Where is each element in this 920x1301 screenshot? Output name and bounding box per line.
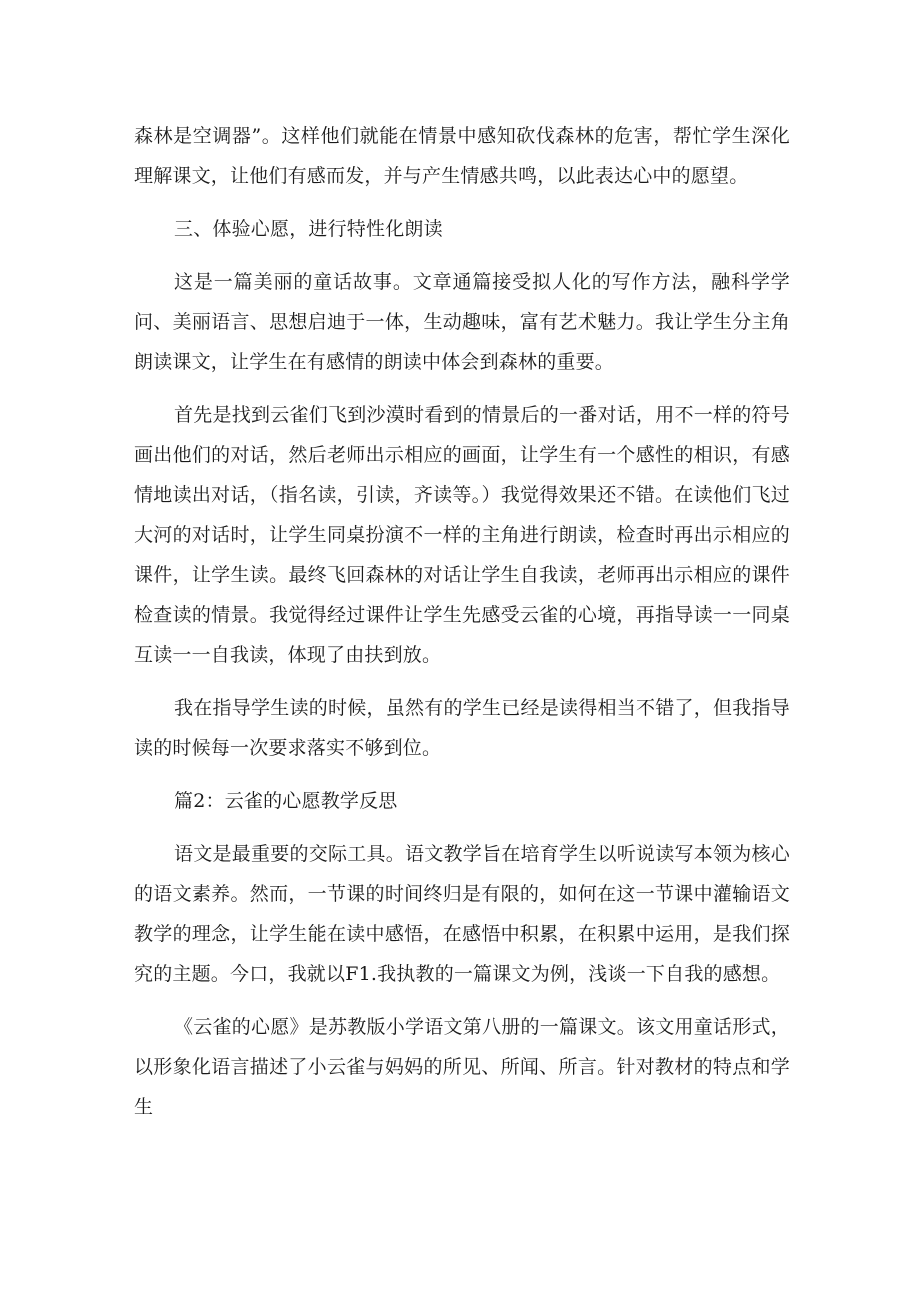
paragraph-fairy-tale: 这是一篇美丽的童话故事。文章通篇接受拟人化的写作方法，融科学学问、美丽语言、思想启迪于一体，生动趣味，富有艺术魅力。我让学生分主角朗读课文，让学生在有感情的朗读中体会到森林的重要。 xyxy=(134,271,790,373)
paragraph-lesson-intro: 《云雀的心愿》是苏教版小学语文第八册的一篇课文。该文用童话形式，以形象化语言描述了小云雀与妈妈的所见、所闻、所言。针对教材的特点和学生 xyxy=(134,1016,790,1118)
paragraph-dialogue-reading: 首先是找到云雀们飞到沙漠时看到的情景后的一番对话，用不一样的符号画出他们的对话，然后老师出示相应的画面，让学生有一个感性的相识，有感情地读出对话，（指名读，引读，齐读等。）我觉得效果还不错。在读他们飞过大河的对话时，让学生同桌扮演不一样的主角进行朗读，检查时再出示相应的课件，让学生读。最终飞回森林的对话让学生自我读，老师再出示相应的课件检查读的情景。我觉得经过课件让学生先感受云雀的心境，再指导读一一同桌互读一一自我读，体现了由扶到放。 xyxy=(134,404,790,666)
article-heading-part-two: 篇2：云雀的心愿教学反思 xyxy=(174,790,398,812)
paragraph-language-tool: 语文是最重要的交际工具。语文教学旨在培育学生以听说读写本领为核心的语文素养。然而，一节课的时间终归是有限的，如何在这一节课中灌输语文教学的理念，让学生能在读中感悟，在感悟中积累，在积累中运用，是我们探究的主题。今口，我就以F1.我执教的一篇课文为例，浅谈一下自我的感想。 xyxy=(134,843,790,985)
section-heading-three: 三、体验心愿，进行特性化朗读 xyxy=(174,218,443,240)
paragraph-continuation: 森林是空调器”。这样他们就能在情景中感知砍伐森林的危害，帮忙学生深化理解课文，让他们有感而发，并与产生情感共鸣，以此表达心中的愿望。 xyxy=(134,125,790,187)
document-body xyxy=(134,116,790,1127)
paragraph-guidance: 我在指导学生读的时候，虽然有的学生已经是读得相当不错了，但我指导读的时候每一次要求落实不够到位。 xyxy=(134,697,790,759)
